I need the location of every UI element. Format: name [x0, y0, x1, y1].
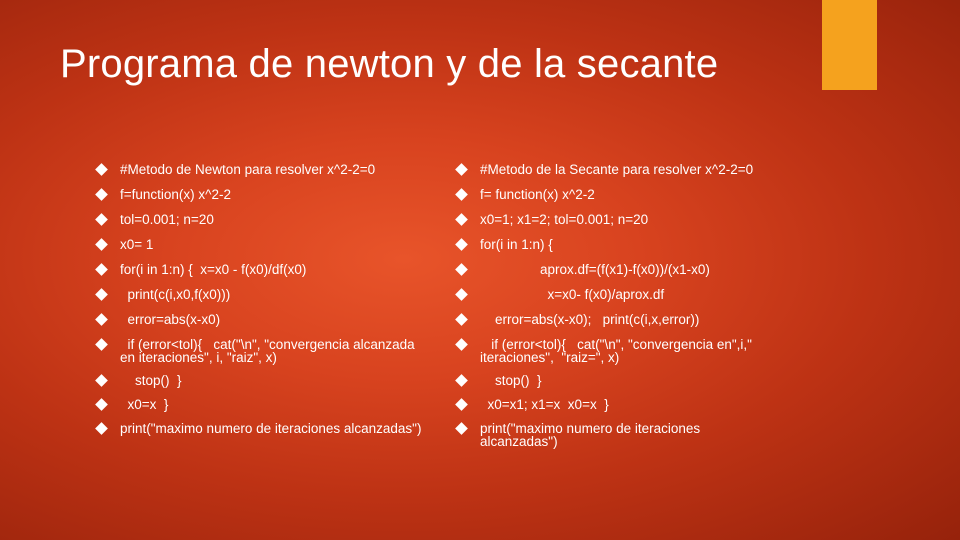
- diamond-bullet-icon: [455, 422, 468, 435]
- code-line: stop() }: [120, 373, 182, 388]
- code-line: x0= 1: [120, 237, 154, 252]
- diamond-bullet-icon: [455, 313, 468, 326]
- diamond-bullet-icon: [455, 338, 468, 351]
- bullet-item: [460, 188, 820, 201]
- slide-title: Programa de newton y de la secante: [60, 42, 719, 86]
- diamond-bullet-icon: [95, 398, 108, 411]
- bullet-item: [100, 374, 456, 387]
- diamond-bullet-icon: [455, 398, 468, 411]
- diamond-bullet-icon: [95, 374, 108, 387]
- code-line: f= function(x) x^2-2: [480, 187, 595, 202]
- diamond-bullet-icon: [95, 163, 108, 176]
- diamond-bullet-icon: [95, 263, 108, 276]
- diamond-bullet-icon: [95, 338, 108, 351]
- bullet-item: [100, 313, 456, 326]
- accent-bar: [822, 0, 877, 90]
- code-line: error=abs(x-x0): [120, 312, 221, 327]
- diamond-bullet-icon: [95, 188, 108, 201]
- diamond-bullet-icon: [95, 313, 108, 326]
- code-line: stop() }: [480, 373, 542, 388]
- bullet-item: [100, 213, 456, 226]
- code-line: x0=x }: [120, 397, 169, 412]
- bullet-item: [460, 398, 820, 411]
- bullet-item: [100, 188, 456, 201]
- code-line: x=x0- f(x0)/aprox.df: [480, 287, 665, 302]
- code-line: if (error<tol){ cat("\n", "convergencia en",i," iteraciones", "raiz=", x): [480, 337, 752, 365]
- code-line: aprox.df=(f(x1)-f(x0))/(x1-x0): [480, 262, 710, 277]
- bullet-item: [100, 263, 456, 276]
- diamond-bullet-icon: [95, 213, 108, 226]
- diamond-bullet-icon: [95, 238, 108, 251]
- bullet-item: [460, 263, 820, 276]
- code-line: print("maximo numero de iteraciones alcanzadas"): [120, 421, 422, 436]
- diamond-bullet-icon: [455, 238, 468, 251]
- bullet-item: [100, 338, 456, 364]
- bullet-item: [460, 288, 820, 301]
- diamond-bullet-icon: [95, 288, 108, 301]
- diamond-bullet-icon: [455, 263, 468, 276]
- bullet-item: [460, 338, 820, 364]
- code-line: tol=0.001; n=20: [120, 212, 214, 227]
- code-line: #Metodo de la Secante para resolver x^2-2=0: [480, 162, 754, 177]
- code-line: #Metodo de Newton para resolver x^2-2=0: [120, 162, 376, 177]
- bullet-item: [100, 288, 456, 301]
- code-line: if (error<tol){ cat("\n", "convergencia alcanzada en iteraciones", i, "raiz", x): [120, 337, 415, 365]
- bullet-item: [100, 398, 456, 411]
- bullet-item: [460, 422, 820, 448]
- diamond-bullet-icon: [455, 163, 468, 176]
- code-line: print("maximo numero de iteraciones alcanzadas"): [480, 421, 701, 449]
- bullet-item: [460, 313, 820, 326]
- bullet-item: [460, 163, 820, 176]
- diamond-bullet-icon: [455, 213, 468, 226]
- diamond-bullet-icon: [455, 188, 468, 201]
- bullet-item: [100, 422, 456, 435]
- diamond-bullet-icon: [455, 374, 468, 387]
- code-line: x0=x1; x1=x x0=x }: [480, 397, 609, 412]
- code-line: print(c(i,x0,f(x0))): [120, 287, 231, 302]
- bullet-item: [460, 238, 820, 251]
- diamond-bullet-icon: [455, 288, 468, 301]
- code-line: error=abs(x-x0); print(c(i,x,error)): [480, 312, 700, 327]
- code-line: for(i in 1:n) {: [480, 237, 553, 252]
- bullet-item: [100, 163, 456, 176]
- code-line: x0=1; x1=2; tol=0.001; n=20: [480, 212, 649, 227]
- bullet-item: [460, 374, 820, 387]
- code-line: f=function(x) x^2-2: [120, 187, 232, 202]
- bullet-item: [460, 213, 820, 226]
- diamond-bullet-icon: [95, 422, 108, 435]
- bullet-item: [100, 238, 456, 251]
- code-line: for(i in 1:n) { x=x0 - f(x0)/df(x0): [120, 262, 307, 277]
